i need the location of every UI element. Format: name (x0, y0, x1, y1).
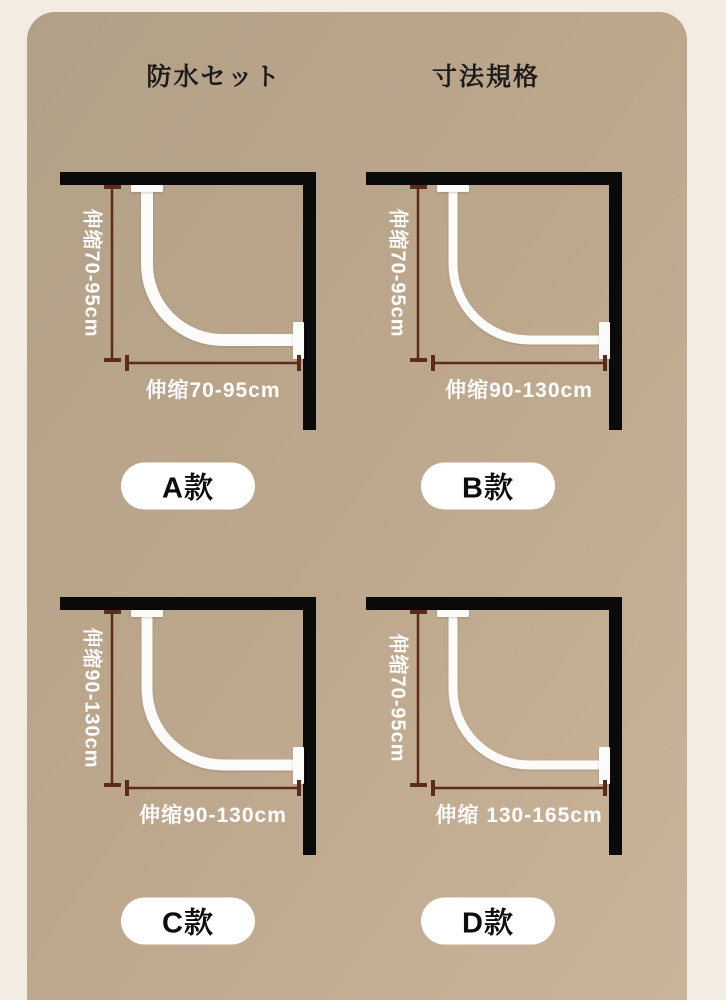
variant-b-badge-label: B款 (462, 472, 514, 505)
horizontal-dimension-label: 伸缩90-130cm (139, 804, 287, 827)
variant-d-badge (421, 898, 555, 945)
variant-d-diagram-cell (366, 597, 622, 843)
curved-rod (453, 613, 601, 765)
variant-b-diagram-cell (366, 172, 622, 418)
variant-c-badge (121, 898, 255, 945)
rod-side-mount (293, 747, 304, 784)
curved-rod (147, 188, 295, 340)
rod-top-mount (131, 185, 163, 192)
variant-d-badge-label: D款 (462, 907, 514, 940)
side-wall-bar (303, 597, 316, 855)
rod-side-mount (599, 747, 610, 784)
vertical-dimension-label: 伸缩90-130cm (80, 627, 103, 769)
side-wall-bar (609, 172, 622, 430)
variant-a-badge-label: A款 (162, 472, 214, 505)
ceiling-wall-bar (60, 172, 316, 185)
variant-a-diagram-cell (60, 172, 316, 418)
vertical-dimension-label: 伸缩70-95cm (386, 633, 409, 763)
rod-top-mount (131, 610, 163, 617)
ceiling-wall-bar (60, 597, 316, 610)
curved-rod (453, 188, 601, 340)
variant-a-badge (121, 463, 255, 510)
ceiling-wall-bar (366, 172, 622, 185)
section-title-waterproof-set: 防水セット (146, 63, 282, 91)
rod-top-mount (437, 185, 469, 192)
vertical-dimension-label: 伸缩70-95cm (386, 208, 409, 338)
variant-c-diagram-cell (60, 597, 316, 843)
rod-side-mount (599, 322, 610, 359)
horizontal-dimension-label: 伸缩 130-165cm (435, 804, 603, 827)
variant-c-badge-label: C款 (162, 907, 214, 940)
side-wall-bar (609, 597, 622, 855)
side-wall-bar (303, 172, 316, 430)
ceiling-wall-bar (366, 597, 622, 610)
section-title-dimension-spec: 寸法規格 (431, 63, 541, 91)
horizontal-dimension-label: 伸缩90-130cm (445, 379, 593, 402)
vertical-dimension-label: 伸缩70-95cm (80, 208, 103, 338)
horizontal-dimension-label: 伸缩70-95cm (145, 379, 281, 402)
rod-side-mount (293, 322, 304, 359)
curved-rod (147, 613, 295, 765)
variant-b-badge (421, 463, 555, 510)
rod-top-mount (437, 610, 469, 617)
